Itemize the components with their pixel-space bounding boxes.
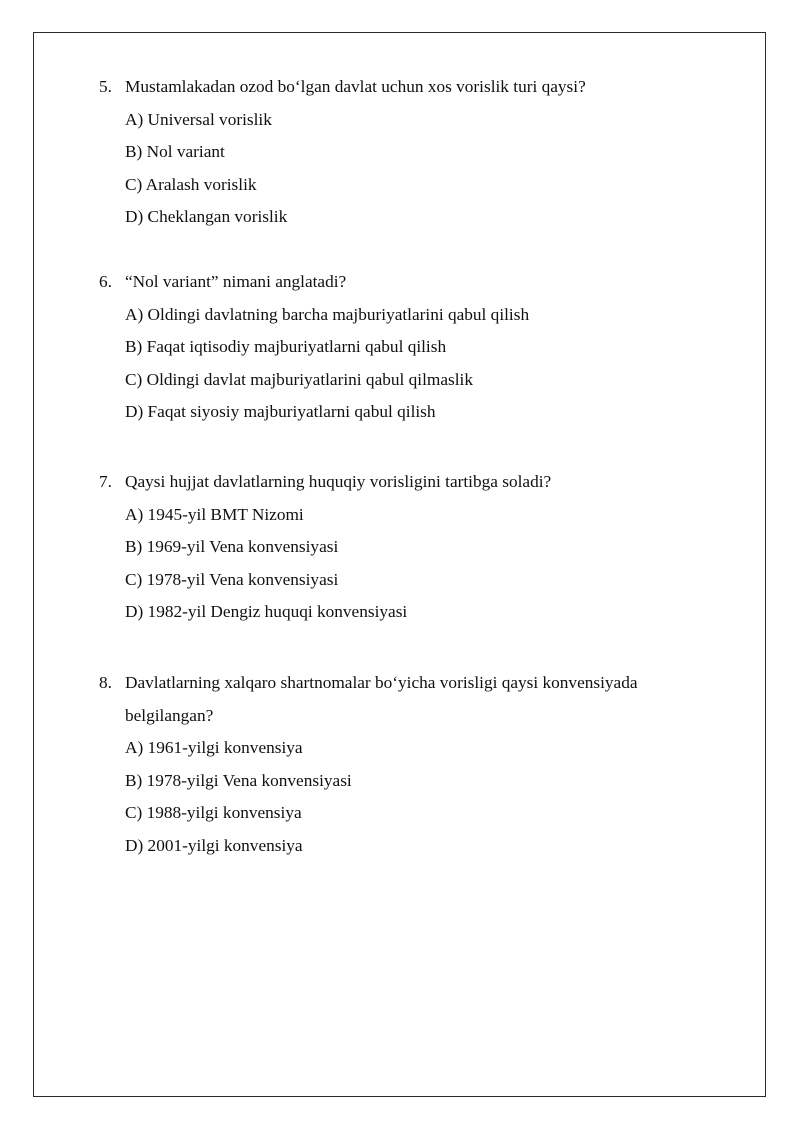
question-number: 8.	[99, 673, 112, 692]
option-d: D) 2001-yilgi konvensiya	[125, 835, 303, 855]
question-line	[99, 667, 699, 700]
question-text: Davlatlarning xalqaro shartnomalar bo‘yicha vorisligi qaysi konvensiyada	[125, 673, 638, 692]
option-d: D) 1982-yil Dengiz huquqi konvensiyasi	[125, 602, 408, 621]
question-number: 7.	[99, 472, 112, 491]
option-b: B) 1978-yilgi Vena konvensiyasi	[125, 770, 352, 790]
question-6	[99, 266, 699, 429]
question-text: Mustamlakadan ozod bo‘lgan davlat uchun xos vorislik turi qaysi?	[125, 77, 586, 96]
option-c: C) 1978-yil Vena konvensiyasi	[125, 569, 339, 589]
option-b: B) Nol variant	[125, 142, 225, 161]
question-8	[99, 667, 699, 862]
question-text-continuation: belgilangan?	[125, 705, 214, 725]
question-number: 5.	[99, 77, 112, 96]
option-d: D) Faqat siyosiy majburiyatlarni qabul qilish	[125, 402, 436, 421]
question-text: “Nol variant” nimani anglatadi?	[125, 272, 347, 291]
option-a: A) 1945-yil BMT Nizomi	[125, 504, 304, 524]
question-7	[99, 466, 699, 629]
option-c: C) Oldingi davlat majburiyatlarini qabul qilmaslik	[125, 369, 473, 389]
question-5	[99, 71, 699, 234]
question-line	[99, 466, 699, 499]
option-a: A) 1961-yilgi konvensiya	[125, 738, 303, 757]
option-c: C) Aralash vorislik	[125, 174, 257, 194]
option-a: A) Universal vorislik	[125, 109, 272, 129]
option-a: A) Oldingi davlatning barcha majburiyatlarini qabul qilish	[125, 304, 530, 324]
option-c: C) 1988-yilgi konvensiya	[125, 803, 302, 822]
question-number: 6.	[99, 272, 112, 291]
question-text: Qaysi hujjat davlatlarning huquqiy vorisligini tartibga soladi?	[125, 472, 552, 491]
option-d: D) Cheklangan vorislik	[125, 207, 288, 226]
question-line	[99, 266, 699, 299]
option-b: B) 1969-yil Vena konvensiyasi	[125, 537, 339, 556]
question-line	[99, 71, 699, 104]
option-b: B) Faqat iqtisodiy majburiyatlarni qabul qilish	[125, 337, 447, 356]
